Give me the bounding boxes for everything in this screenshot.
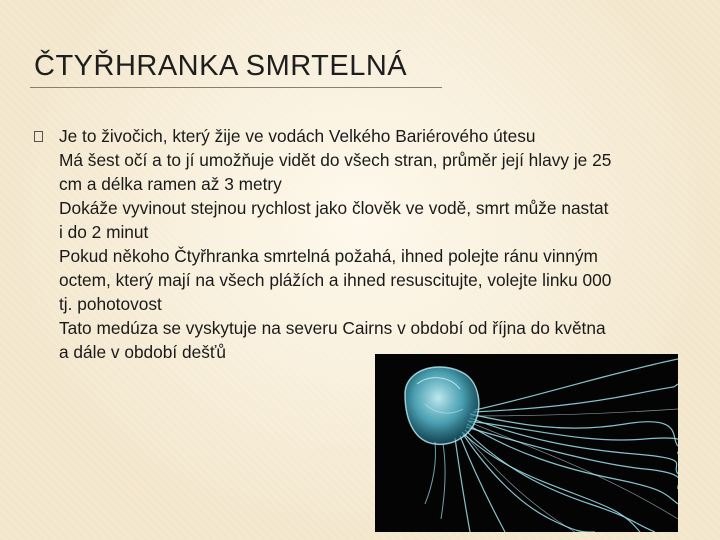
slide-title: ČTYŘHRANKA SMRTELNÁ xyxy=(34,50,408,82)
title-underline xyxy=(30,87,442,88)
body-line: Je to živočich, který žije ve vodách Velkého Bariérového útesu xyxy=(59,126,536,146)
body-line: tj. pohotovost xyxy=(59,294,162,314)
square-bullet-icon xyxy=(34,131,43,142)
body-line: Dokáže vyvinout stejnou rychlost jako člověk ve vodě, smrt může nastat xyxy=(59,198,609,218)
box-jellyfish-photo xyxy=(375,354,678,532)
body-line: Má šest očí a to jí umožňuje vidět do všech stran, průměr její hlavy je 25 xyxy=(59,150,612,170)
body-line: a dále v období dešťů xyxy=(59,342,226,362)
body-line: Tato medúza se vyskytuje na severu Cairns v období od října do května xyxy=(59,318,606,338)
body-line: i do 2 minut xyxy=(59,222,149,242)
body-line: Pokud někoho Čtyřhranka smrtelná požahá, ihned polejte ránu vinným xyxy=(59,246,598,266)
body-line: octem, který mají na všech plážích a ihned resuscitujte, volejte linku 000 xyxy=(59,270,612,290)
slide-body xyxy=(59,124,709,364)
body-line: cm a délka ramen až 3 metry xyxy=(59,174,282,194)
